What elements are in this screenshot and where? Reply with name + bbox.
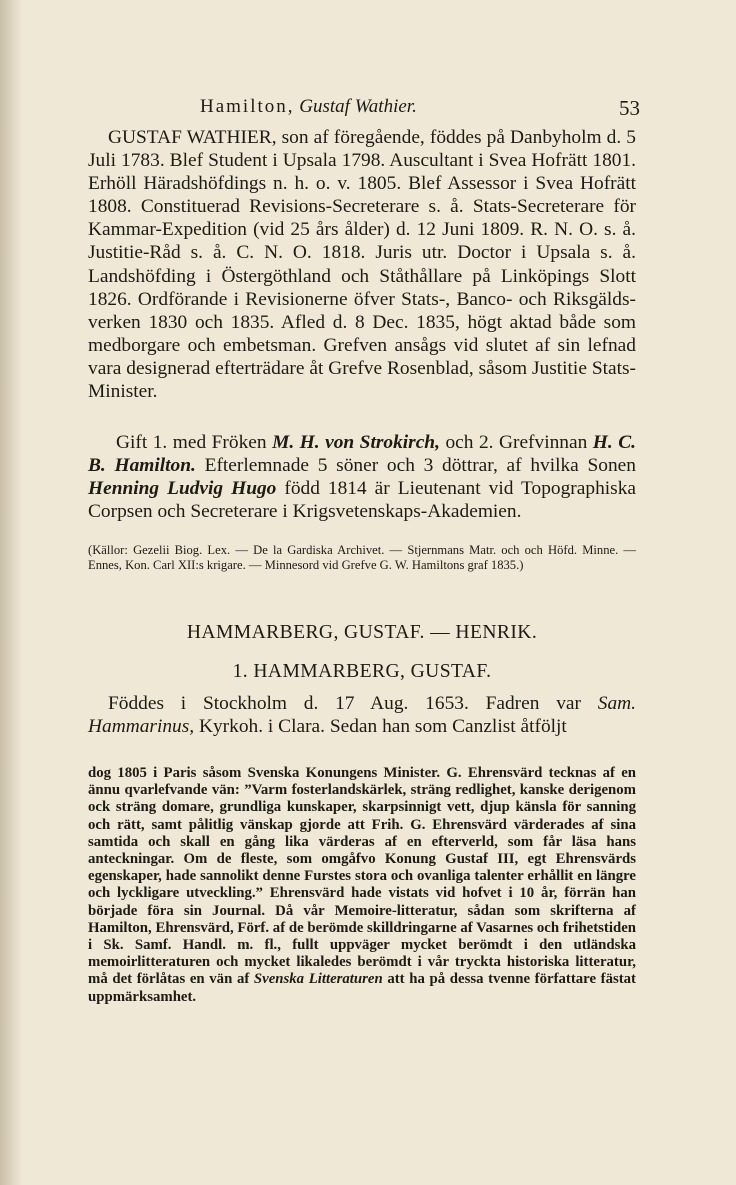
marriage-text-3: Efterlemnade 5 söner och 3 döttrar, af hvilka Sonen — [204, 455, 636, 477]
footnote-text-a: dog 1805 i Paris såsom Svenska Konungens Minister. G. Ehrensvärd tecknas af en ännu qvarlefvande vän: ”Varm fosterlandskärlek, sträng redlighet, kanske derigenom ock sträng domare, grundliga kunskaper, skarpsinnigt vett, djup känsla för sanning och rätt, samt pålitlig vänskap gjorde att Frih. G. Ehrensvärd värderades af sina samtida och skall en gång lika värderas af en efterverld, som får läsa hans anteckningar. Om de fleste, som omgåfvo Konung Gustaf III, egt Ehrensvärds egenskaper, hade sannolikt denne Furstes stora och ovanliga talenter erhållit en längre och lyckligare utveckling.” Ehrensvärd hade vistats vid hofvet i 10 år, förrän han började föra sin Journal. Då vår Memoire-litteratur, sådan som skrifterna af Hamilton, Ehrensvärd, Förf. af de berömde skilldringarne af Vasarnes och frihetstiden i Sk. Samf. Handl. m. fl., fullt uppväger mycket berömdt i den utländska memoirlitteraturen och mycket likaledes berömdt i vår tryckta historiska litteratur, må det förlåtas en vän af — [88, 765, 636, 988]
marriage-text-2: och 2. Grefvinnan — [445, 432, 588, 453]
intro-text-2: Kyrkoh. i Clara. Sedan han som Canzlist åtföljt — [198, 716, 567, 738]
running-header — [200, 96, 640, 122]
sources-label: Källor: — [92, 543, 128, 557]
sources-note: (Källor: Gezelii Biog. Lex. — De la Gardiska Archivet. — Stjernmans Matr. och och Höfd. Minne. — Ennes, Kon. Carl XII:s krigare. — Minnesord vid Grefve G. W. Hamiltons graf 1835.) — [88, 543, 636, 572]
spouse-1-name: M. H. von Strokirch, — [272, 432, 440, 453]
intro-paragraph — [88, 692, 636, 738]
page-gutter-shadow — [0, 0, 22, 1185]
running-head — [200, 96, 417, 118]
page-number: 53 — [619, 96, 640, 120]
biography-paragraph — [88, 126, 636, 403]
section-subtitle: 1. HAMMARBERG, GUSTAF. — [232, 661, 492, 682]
entry-name: GUSTAF WATHIER, — [108, 127, 277, 148]
sources-text: Gezelii Biog. Lex. — De la Gardiska Archivet. — Stjernmans Matr. och och Höfd. Minne. — Ennes, Kon. Carl XII:s krigare. — Minnesord vid Grefve G. W. Hamiltons graf 1835.) — [88, 543, 636, 572]
footnote — [88, 765, 636, 1006]
running-head-name: Hamilton, — [200, 96, 295, 117]
marriage-paragraph — [88, 431, 636, 523]
marriage-text-4: född 1814 är Lieutenant vid Topographiska Corpsen och Secreterare i Krigsvetenskaps-Akademien. — [88, 478, 636, 523]
running-head-subject: Gustaf Wathier. — [299, 96, 417, 117]
section-title: HAMMARBERG, GUSTAF. — HENRIK. — [186, 622, 538, 643]
father-name: Sam. Hammarinus, — [88, 693, 636, 738]
entry-bio-text: son af föregående, föddes på Danbyholm d. 5 Juli 1783. Blef Student i Upsala 1798. Auscultant i Svea Hofrätt 1801. Erhöll Häradshöfdings n. h. o. v. 1805. Blef Assessor i Svea Hofrätt 1808. Constituerad Revisions-Secreterare s. å. Stats-Secreterare för Kammar-Expedition (vid 25 års ålder) d. 12 Juni 1809. R. N. O. s. å. Justitie-Råd s. å. C. N. O. 1818. Juris utr. Doctor i Upsala s. å. Landshöfding i Östergöthland och Ståthållare på Linköpings Slott 1826. Ordförande i Revisionerne öfver Stats-, Banco- och Riksgälds-verken 1830 och 1835. Afled d. 8 Dec. 1835, högt aktad både som medborgare och embetsman. Grefven ansågs vid slutet af sin lefnad vara designerad efterträdare åt Grefve Rosenblad, såsom Justitie Stats-Minister. — [88, 127, 636, 403]
son-name: Henning Ludvig Hugo — [88, 478, 277, 500]
intro-text-1: Föddes i Stockholm d. 17 Aug. 1653. Fadren var — [108, 693, 581, 714]
spouse-2-name: H. C. B. Hamilton. — [88, 432, 636, 477]
marriage-text-1: Gift 1. med Fröken — [116, 432, 267, 453]
footnote-text-b: att ha på dessa tvenne författare fästat uppmärksamhet. — [88, 971, 636, 1005]
footnote-italic: Svenska Litteraturen — [253, 971, 383, 988]
